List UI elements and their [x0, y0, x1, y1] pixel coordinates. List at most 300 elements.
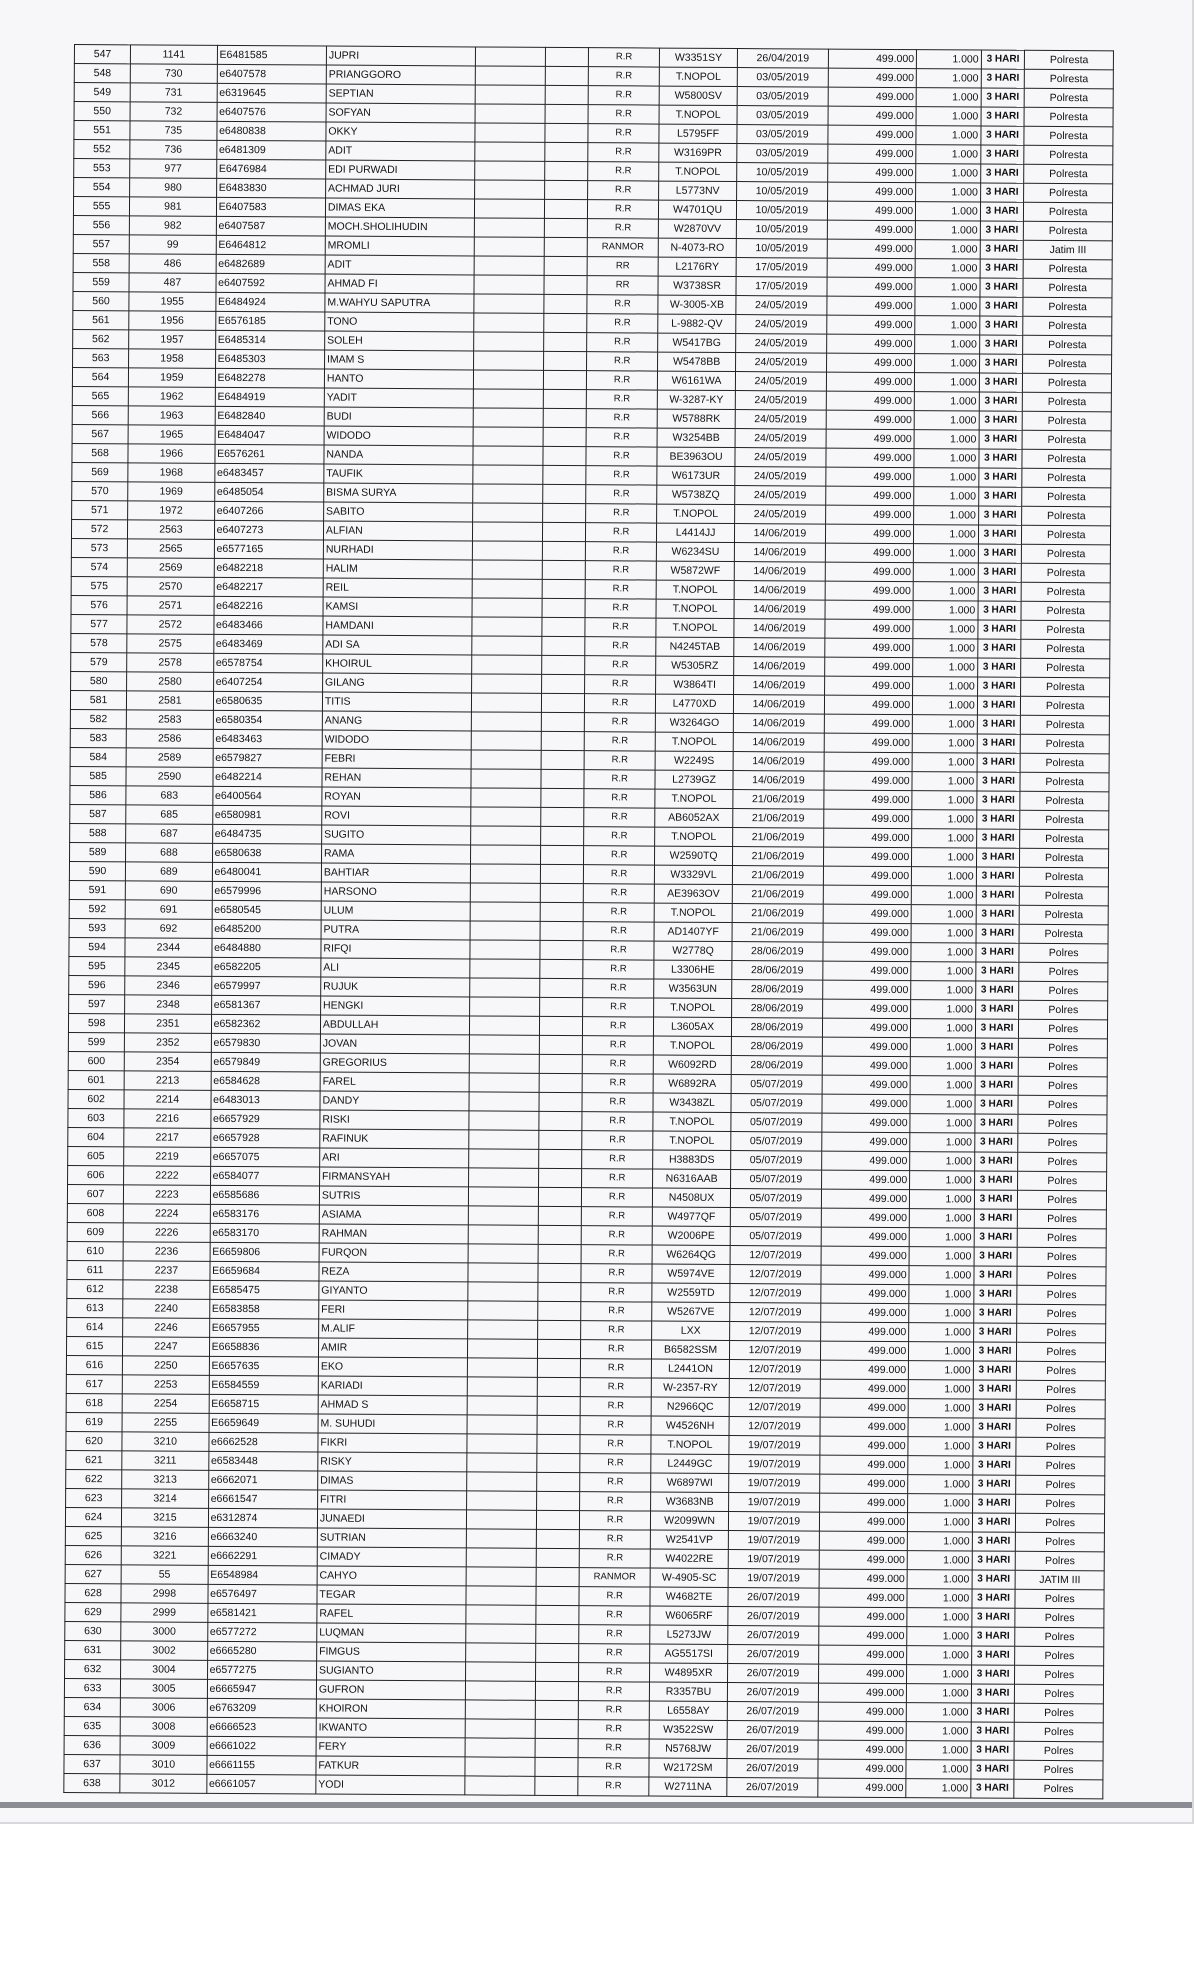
duration-cell: 3 HARI: [978, 582, 1022, 601]
row-number: 602: [68, 1089, 124, 1108]
date-cell: 26/07/2019: [727, 1778, 818, 1798]
empty-cell: [541, 712, 585, 731]
empty-cell: [470, 845, 540, 864]
amount-cell: 499.000: [818, 1645, 907, 1665]
empty-cell: [539, 1016, 583, 1035]
plate-cell: H3883DS: [653, 1150, 731, 1169]
amount-cell: 499.000: [827, 220, 916, 240]
empty-cell: [475, 66, 545, 85]
type-cell: R.R: [585, 599, 656, 618]
row-number: 569: [72, 462, 128, 481]
amount-cell: 499.000: [819, 1588, 908, 1608]
quantity-cell: 1.000: [915, 297, 980, 316]
type-cell: R.R: [585, 713, 656, 732]
code-cell: 3221: [121, 1546, 208, 1566]
code-cell: 981: [130, 197, 217, 217]
empty-cell: [471, 750, 541, 769]
quantity-cell: 1.000: [916, 164, 981, 183]
empty-cell: [537, 1339, 581, 1358]
quantity-cell: 1.000: [908, 1456, 973, 1475]
empty-cell: [466, 1510, 536, 1529]
row-number: 558: [73, 253, 129, 272]
empty-cell: [473, 446, 543, 465]
code-cell: 736: [130, 140, 217, 160]
type-cell: R.R: [579, 1587, 650, 1606]
duration-cell: 3 HARI: [975, 1000, 1019, 1019]
name-cell: PRIANGGORO: [326, 65, 475, 85]
plate-cell: W-4905-SC: [650, 1568, 728, 1587]
empty-cell: [536, 1529, 580, 1548]
duration-cell: 3 HARI: [981, 69, 1025, 88]
id-cell: E6485314: [215, 330, 324, 350]
empty-cell: [542, 484, 586, 503]
office-cell: Polres: [1019, 1057, 1108, 1077]
empty-cell: [468, 1206, 538, 1225]
duration-cell: 3 HARI: [972, 1589, 1016, 1608]
plate-cell: W3351SY: [659, 48, 737, 67]
date-cell: 26/04/2019: [737, 49, 828, 69]
date-cell: 19/07/2019: [729, 1512, 820, 1532]
id-cell: e6583176: [210, 1204, 319, 1224]
type-cell: R.R: [584, 865, 655, 884]
type-cell: R.R: [582, 1169, 653, 1188]
id-cell: e6580635: [213, 691, 322, 711]
code-cell: 2578: [127, 653, 214, 673]
plate-cell: BE3963OU: [657, 447, 735, 466]
empty-cell: [471, 807, 541, 826]
office-cell: Polresta: [1019, 924, 1108, 944]
plate-cell: T.NOPOL: [653, 1036, 731, 1055]
row-number: 582: [70, 709, 126, 728]
name-cell: IKWANTO: [316, 1718, 465, 1738]
office-cell: Polresta: [1022, 544, 1111, 564]
row-number: 586: [70, 785, 126, 804]
type-cell: RR: [587, 257, 658, 276]
empty-cell: [472, 560, 542, 579]
code-cell: 486: [129, 254, 216, 274]
plate-cell: T.NOPOL: [655, 827, 733, 846]
type-cell: R.R: [586, 447, 657, 466]
id-cell: e6407578: [217, 64, 326, 84]
row-number: 627: [65, 1564, 121, 1583]
amount-cell: 499.000: [819, 1512, 908, 1532]
empty-cell: [475, 123, 545, 142]
empty-cell: [543, 294, 587, 313]
duration-cell: 3 HARI: [976, 810, 1020, 829]
empty-cell: [536, 1586, 580, 1605]
date-cell: 28/06/2019: [732, 1018, 823, 1038]
id-cell: E6548984: [208, 1565, 317, 1585]
duration-cell: 3 HARI: [980, 240, 1024, 259]
empty-cell: [539, 959, 583, 978]
name-cell: GREGORIUS: [320, 1053, 469, 1073]
empty-cell: [536, 1472, 580, 1491]
empty-cell: [543, 313, 587, 332]
office-cell: Polres: [1015, 1627, 1104, 1647]
quantity-cell: 1.000: [913, 639, 978, 658]
type-cell: R.R: [586, 542, 657, 561]
id-cell: e6483466: [214, 615, 323, 635]
id-cell: e6661022: [207, 1736, 316, 1756]
quantity-cell: 1.000: [910, 1133, 975, 1152]
office-cell: Polresta: [1023, 316, 1112, 336]
row-number: 584: [70, 747, 126, 766]
office-cell: Polresta: [1025, 88, 1114, 108]
name-cell: ROVI: [322, 806, 471, 826]
empty-cell: [473, 427, 543, 446]
office-cell: Polresta: [1024, 183, 1113, 203]
name-cell: TITIS: [322, 692, 471, 712]
type-cell: R.R: [582, 1131, 653, 1150]
quantity-cell: 1.000: [910, 1190, 975, 1209]
empty-cell: [544, 218, 588, 237]
row-number: 624: [65, 1507, 121, 1526]
type-cell: R.R: [588, 86, 659, 105]
row-number: 554: [74, 178, 130, 197]
date-cell: 17/05/2019: [736, 277, 827, 297]
amount-cell: 499.000: [821, 1227, 910, 1247]
name-cell: RISKY: [318, 1452, 467, 1472]
office-cell: Polresta: [1024, 221, 1113, 241]
date-cell: 12/07/2019: [730, 1303, 821, 1323]
code-cell: 692: [125, 919, 212, 939]
plate-cell: W-3005-XB: [658, 295, 736, 314]
id-cell: e6483463: [213, 729, 322, 749]
empty-cell: [467, 1453, 537, 1472]
empty-cell: [465, 1662, 535, 1681]
row-number: 626: [65, 1545, 121, 1564]
row-number: 565: [72, 386, 128, 405]
empty-cell: [466, 1548, 536, 1567]
type-cell: R.R: [585, 618, 656, 637]
code-cell: 2250: [123, 1356, 210, 1376]
code-cell: 2570: [127, 577, 214, 597]
office-cell: Polres: [1018, 1190, 1107, 1210]
code-cell: 688: [126, 843, 213, 863]
empty-cell: [467, 1301, 537, 1320]
date-cell: 28/06/2019: [731, 1037, 822, 1057]
quantity-cell: 1.000: [916, 126, 981, 145]
code-cell: 3211: [122, 1451, 209, 1471]
empty-cell: [473, 332, 543, 351]
code-cell: 2253: [122, 1375, 209, 1395]
empty-cell: [540, 921, 584, 940]
date-cell: 14/06/2019: [734, 695, 825, 715]
amount-cell: 499.000: [823, 904, 912, 924]
empty-cell: [538, 1111, 582, 1130]
duration-cell: 3 HARI: [981, 126, 1025, 145]
quantity-cell: 1.000: [906, 1722, 971, 1741]
name-cell: IMAM S: [324, 350, 473, 370]
row-number: 593: [69, 918, 125, 937]
code-cell: 2589: [126, 748, 213, 768]
date-cell: 05/07/2019: [730, 1227, 821, 1247]
id-cell: E6657635: [209, 1356, 318, 1376]
empty-cell: [475, 142, 545, 161]
empty-cell: [534, 1757, 578, 1776]
date-cell: 28/06/2019: [732, 999, 823, 1019]
code-cell: 2223: [124, 1185, 211, 1205]
duration-cell: 3 HARI: [974, 1152, 1018, 1171]
amount-cell: 499.000: [824, 714, 913, 734]
amount-cell: 499.000: [820, 1284, 909, 1304]
quantity-cell: 1.000: [913, 677, 978, 696]
plate-cell: W6892RA: [653, 1074, 731, 1093]
row-number: 573: [71, 538, 127, 557]
office-cell: Polresta: [1020, 886, 1109, 906]
office-cell: Polresta: [1020, 791, 1109, 811]
quantity-cell: 1.000: [912, 848, 977, 867]
empty-cell: [538, 1225, 582, 1244]
code-cell: 2565: [128, 539, 215, 559]
quantity-cell: 1.000: [914, 392, 979, 411]
row-number: 616: [66, 1355, 122, 1374]
empty-cell: [537, 1282, 581, 1301]
empty-cell: [469, 1054, 539, 1073]
name-cell: ASIAMA: [319, 1205, 468, 1225]
type-cell: R.R: [580, 1492, 651, 1511]
id-cell: e6482218: [214, 558, 323, 578]
date-cell: 05/07/2019: [731, 1113, 822, 1133]
office-cell: Polresta: [1021, 658, 1110, 678]
office-cell: Polresta: [1020, 829, 1109, 849]
id-cell: e6580981: [212, 805, 321, 825]
duration-cell: 3 HARI: [978, 487, 1022, 506]
duration-cell: 3 HARI: [971, 1665, 1015, 1684]
date-cell: 14/06/2019: [734, 543, 825, 563]
quantity-cell: 1.000: [911, 943, 976, 962]
row-number: 605: [68, 1146, 124, 1165]
id-cell: E6584559: [209, 1375, 318, 1395]
code-cell: 2999: [121, 1603, 208, 1623]
type-cell: R.R: [580, 1454, 651, 1473]
id-cell: e6665280: [207, 1641, 316, 1661]
amount-cell: 499.000: [818, 1664, 907, 1684]
amount-cell: 499.000: [821, 1189, 910, 1209]
office-cell: Polres: [1016, 1494, 1105, 1514]
empty-cell: [536, 1491, 580, 1510]
code-cell: 1957: [129, 330, 216, 350]
amount-cell: 499.000: [822, 1094, 911, 1114]
date-cell: 12/07/2019: [730, 1284, 821, 1304]
empty-cell: [466, 1586, 536, 1605]
date-cell: 14/06/2019: [733, 733, 824, 753]
id-cell: e6661155: [207, 1755, 316, 1775]
code-cell: 3000: [121, 1622, 208, 1642]
quantity-cell: 1.000: [913, 620, 978, 639]
type-cell: R.R: [583, 960, 654, 979]
date-cell: 26/07/2019: [728, 1645, 819, 1665]
quantity-cell: 1.000: [910, 1114, 975, 1133]
row-number: 612: [67, 1279, 123, 1298]
type-cell: R.R: [589, 67, 660, 86]
name-cell: ADIT: [326, 141, 475, 161]
row-number: 563: [73, 348, 129, 367]
empty-cell: [467, 1377, 537, 1396]
code-cell: 2569: [127, 558, 214, 578]
date-cell: 26/07/2019: [727, 1683, 818, 1703]
date-cell: 05/07/2019: [731, 1075, 822, 1095]
id-cell: e6657928: [210, 1128, 319, 1148]
empty-cell: [544, 142, 588, 161]
empty-cell: [535, 1719, 579, 1738]
office-cell: Polres: [1016, 1418, 1105, 1438]
name-cell: HENGKI: [320, 996, 469, 1016]
empty-cell: [536, 1434, 580, 1453]
date-cell: 28/06/2019: [731, 1056, 822, 1076]
amount-cell: 499.000: [827, 182, 916, 202]
code-cell: 487: [129, 273, 216, 293]
id-cell: e6581367: [211, 995, 320, 1015]
empty-cell: [466, 1567, 536, 1586]
amount-cell: 499.000: [819, 1531, 908, 1551]
id-cell: e6481309: [216, 140, 325, 160]
plate-cell: W5305RZ: [656, 656, 734, 675]
office-cell: Polresta: [1020, 905, 1109, 925]
row-number: 568: [72, 443, 128, 462]
name-cell: FURQON: [319, 1243, 468, 1263]
type-cell: RANMOR: [579, 1568, 650, 1587]
code-cell: 977: [130, 159, 217, 179]
duration-cell: 3 HARI: [975, 1019, 1019, 1038]
code-cell: 1963: [128, 406, 215, 426]
plate-cell: T.NOPOL: [653, 1112, 731, 1131]
date-cell: 12/07/2019: [729, 1379, 820, 1399]
quantity-cell: 1.000: [909, 1285, 974, 1304]
empty-cell: [542, 465, 586, 484]
amount-cell: 499.000: [827, 163, 916, 183]
amount-cell: 499.000: [828, 68, 917, 88]
code-cell: 982: [130, 216, 217, 236]
row-number: 620: [66, 1431, 122, 1450]
name-cell: ADIT: [325, 255, 474, 275]
empty-cell: [467, 1358, 537, 1377]
quantity-cell: 1.000: [906, 1779, 971, 1798]
duration-cell: 3 HARI: [980, 202, 1024, 221]
plate-cell: W6234SU: [656, 542, 734, 561]
office-cell: Polres: [1015, 1589, 1104, 1609]
duration-cell: 3 HARI: [980, 259, 1024, 278]
type-cell: R.R: [583, 1017, 654, 1036]
code-cell: 1972: [128, 501, 215, 521]
office-cell: Polres: [1019, 1000, 1108, 1020]
name-cell: MOCH.SHOLIHUDIN: [325, 217, 474, 237]
amount-cell: 499.000: [820, 1398, 909, 1418]
empty-cell: [472, 579, 542, 598]
quantity-cell: 1.000: [912, 829, 977, 848]
duration-cell: 3 HARI: [979, 354, 1023, 373]
duration-cell: 3 HARI: [978, 544, 1022, 563]
plate-cell: W4022RE: [650, 1549, 728, 1568]
plate-cell: W5738ZQ: [657, 485, 735, 504]
name-cell: ULUM: [321, 901, 470, 921]
empty-cell: [543, 408, 587, 427]
date-cell: 19/07/2019: [729, 1436, 820, 1456]
empty-cell: [465, 1757, 535, 1776]
row-number: 608: [67, 1203, 123, 1222]
amount-cell: 499.000: [828, 106, 917, 126]
empty-cell: [470, 902, 540, 921]
plate-cell: W2006PE: [652, 1226, 730, 1245]
empty-cell: [465, 1643, 535, 1662]
duration-cell: 3 HARI: [977, 658, 1021, 677]
duration-cell: 3 HARI: [981, 50, 1025, 69]
date-cell: 10/05/2019: [737, 201, 828, 221]
plate-cell: W2541VP: [650, 1530, 728, 1549]
row-number: 567: [72, 424, 128, 443]
row-number: 628: [65, 1583, 121, 1602]
amount-cell: 499.000: [828, 125, 917, 145]
id-cell: e6482214: [213, 767, 322, 787]
name-cell: KAMSI: [323, 597, 472, 617]
quantity-cell: 1.000: [916, 183, 981, 202]
date-cell: 14/06/2019: [734, 657, 825, 677]
duration-cell: 3 HARI: [976, 886, 1020, 905]
id-cell: e6582205: [211, 957, 320, 977]
name-cell: FAREL: [320, 1072, 469, 1092]
name-cell: RUJUK: [321, 977, 470, 997]
id-cell: E6576261: [215, 444, 324, 464]
amount-cell: 499.000: [826, 391, 915, 411]
empty-cell: [468, 1244, 538, 1263]
row-number: 560: [73, 291, 129, 310]
empty-cell: [540, 788, 584, 807]
date-cell: 24/05/2019: [735, 467, 826, 487]
empty-cell: [472, 503, 542, 522]
row-number: 603: [68, 1108, 124, 1127]
type-cell: R.R: [581, 1321, 652, 1340]
name-cell: AHMAD FI: [325, 274, 474, 294]
date-cell: 21/06/2019: [732, 904, 823, 924]
id-cell: e6485054: [214, 482, 323, 502]
duration-cell: 3 HARI: [979, 449, 1023, 468]
row-number: 623: [66, 1488, 122, 1507]
amount-cell: 499.000: [827, 144, 916, 164]
type-cell: R.R: [579, 1606, 650, 1625]
duration-cell: 3 HARI: [978, 601, 1022, 620]
empty-cell: [474, 237, 544, 256]
id-cell: e6581421: [207, 1603, 316, 1623]
date-cell: 21/06/2019: [732, 885, 823, 905]
duration-cell: 3 HARI: [977, 734, 1021, 753]
office-cell: Polresta: [1025, 50, 1114, 70]
empty-cell: [469, 997, 539, 1016]
name-cell: FIMGUS: [317, 1642, 466, 1662]
row-number: 583: [70, 728, 126, 747]
quantity-cell: 1.000: [909, 1266, 974, 1285]
office-cell: Polres: [1014, 1779, 1103, 1799]
office-cell: Polres: [1014, 1741, 1103, 1761]
amount-cell: 499.000: [820, 1360, 909, 1380]
quantity-cell: 1.000: [916, 69, 981, 88]
id-cell: e6585686: [210, 1185, 319, 1205]
id-cell: e6661547: [208, 1489, 317, 1509]
empty-cell: [466, 1624, 536, 1643]
name-cell: HARSONO: [321, 882, 470, 902]
empty-cell: [468, 1225, 538, 1244]
row-number: 556: [73, 215, 129, 234]
empty-cell: [472, 522, 542, 541]
quantity-cell: 1.000: [912, 867, 977, 886]
plate-cell: W5478BB: [658, 352, 736, 371]
plate-cell: T.NOPOL: [654, 903, 732, 922]
date-cell: 12/07/2019: [730, 1265, 821, 1285]
code-cell: 2226: [123, 1223, 210, 1243]
code-cell: 2580: [127, 672, 214, 692]
quantity-cell: 1.000: [908, 1437, 973, 1456]
plate-cell: W6173UR: [657, 466, 735, 485]
code-cell: 1958: [129, 349, 216, 369]
